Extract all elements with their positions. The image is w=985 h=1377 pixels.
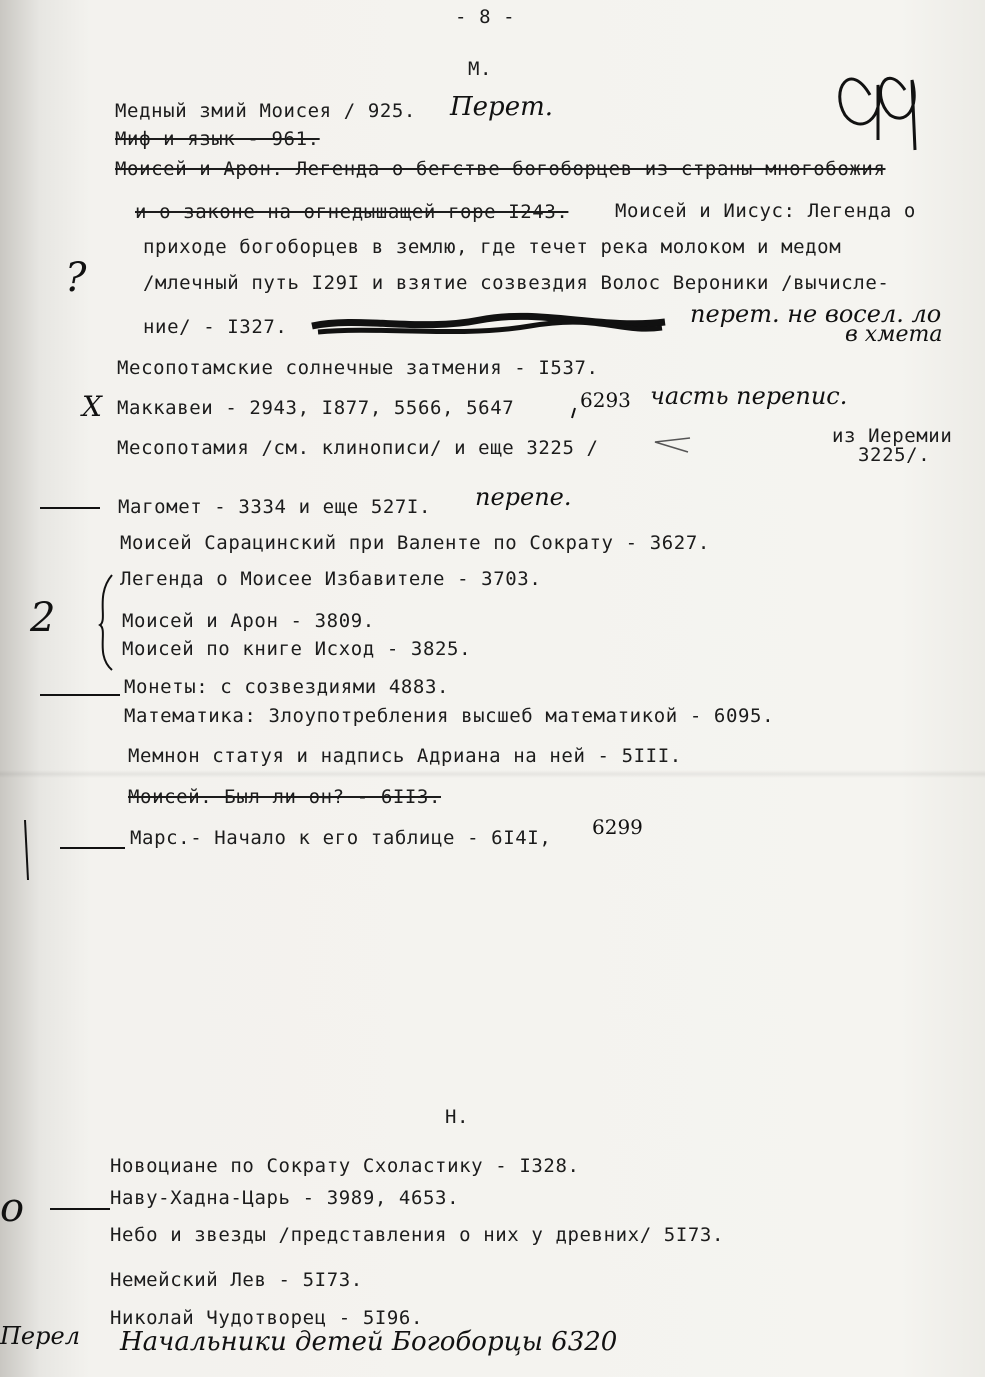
hw-number-2: 2 xyxy=(30,595,56,641)
tally-stroke-2 xyxy=(881,78,915,150)
entry-moisey-aron-1: Моисей и Арон. Легенда о бегстве богоборцев из страны многобожия xyxy=(115,158,886,180)
entry-moisey-aron-3809: Моисей и Арон - 3809. xyxy=(122,610,375,632)
margin-brace xyxy=(100,575,112,670)
entry-legenda-moisee: Легенда о Моисее Избавителе - 3703. xyxy=(120,568,542,590)
arrow-mark xyxy=(655,438,690,452)
hw-number-6293: 6293 xyxy=(580,388,631,412)
hw-chast-perepis: часть перепис. xyxy=(650,382,848,410)
entry-moisey-iisus: Моисей и Иисус: Легенда о xyxy=(615,200,916,222)
entry-3225: 3225/. xyxy=(858,444,931,466)
entry-mesopotamskie: Месопотамские солнечные затмения - I537. xyxy=(117,357,599,379)
hw-perep: перепе. xyxy=(475,483,572,511)
entry-medny-zmiy: Медный змий Моисея / 925. xyxy=(115,100,416,122)
hw-perep-margin: Перел xyxy=(0,1322,80,1350)
entry-moisey-ishod: Моисей по книге Исход - 3825. xyxy=(122,638,472,660)
hw-x-mark: X xyxy=(82,390,102,423)
entry-makkavei: Маккавеи - 2943, I877, 5566, 5647 xyxy=(117,397,515,419)
entry-nemeysky-lev: Немейский Лев - 5I73. xyxy=(110,1269,363,1291)
entry-mesopotamiya: Месопотамия /см. клинописи/ и еще 3225 / xyxy=(117,437,599,459)
entry-moisey-saracinsky: Моисей Сарацинский при Валенте по Сократу - 3627. xyxy=(120,532,710,554)
entry-memnon: Мемнон статуя и надпись Адриана на ней - 5III. xyxy=(128,745,682,767)
entry-iz-ieremii: из Иеремии xyxy=(832,425,953,447)
hw-page-tally xyxy=(940,40,941,41)
hw-peret-2b: в хмета xyxy=(845,322,943,347)
hw-o-mark: o xyxy=(0,1185,25,1231)
entry-nikolay: Николай Чудотворец - 5I96. xyxy=(110,1307,424,1329)
entry-prihode: приходе богоборцев в землю, где течет река молоком и медом xyxy=(143,236,842,258)
entry-nebo-zvezdy: Небо и звезды /представления о них у древних/ 5I73. xyxy=(110,1224,724,1246)
comma-mark xyxy=(572,408,575,418)
entry-nie: ние/ - I327. xyxy=(143,316,288,338)
entry-moisey-aron-2: и о законе на огнедышащей горе I243. xyxy=(135,201,569,223)
entry-mlechny: /млечный путь I29I и взятие созвездия Волос Вероники /вычисле- xyxy=(143,272,890,294)
section-m-heading: М. xyxy=(468,58,493,80)
entry-navu-hadna: Наву-Хадна-Царь - 3989, 4653. xyxy=(110,1187,460,1209)
hw-peret-1: Перет. xyxy=(450,92,554,122)
section-n-heading: Н. xyxy=(445,1106,470,1128)
page-number: - 8 - xyxy=(455,6,516,28)
margin-cross xyxy=(25,820,28,880)
entry-monety: Монеты: с созвездиями 4883. xyxy=(124,676,450,698)
entry-magomet: Магомет - 3334 и еще 527I. xyxy=(118,496,432,518)
entry-moisey-byl: Моисей. Был ли он? - 6II3. xyxy=(128,786,442,808)
entry-matematika: Математика: Злоупотребления высшеб математикой - 6095. xyxy=(124,705,775,727)
entry-novociane: Новоциане по Сократу Схоластику - I328. xyxy=(110,1155,580,1177)
entry-mars: Марс.- Начало к его таблице - 6I4I, xyxy=(130,827,552,849)
hw-question: ? xyxy=(65,255,87,301)
tally-stroke-1 xyxy=(840,79,879,140)
hw-bottom-note: Начальники детей Богоборцы 6320 xyxy=(120,1327,618,1357)
hw-peret-2: перет. не восел. ло xyxy=(690,300,942,328)
hw-number-6299: 6299 xyxy=(592,815,643,839)
entry-mif-i-yazyk: Миф и язык - 961. xyxy=(115,128,320,150)
